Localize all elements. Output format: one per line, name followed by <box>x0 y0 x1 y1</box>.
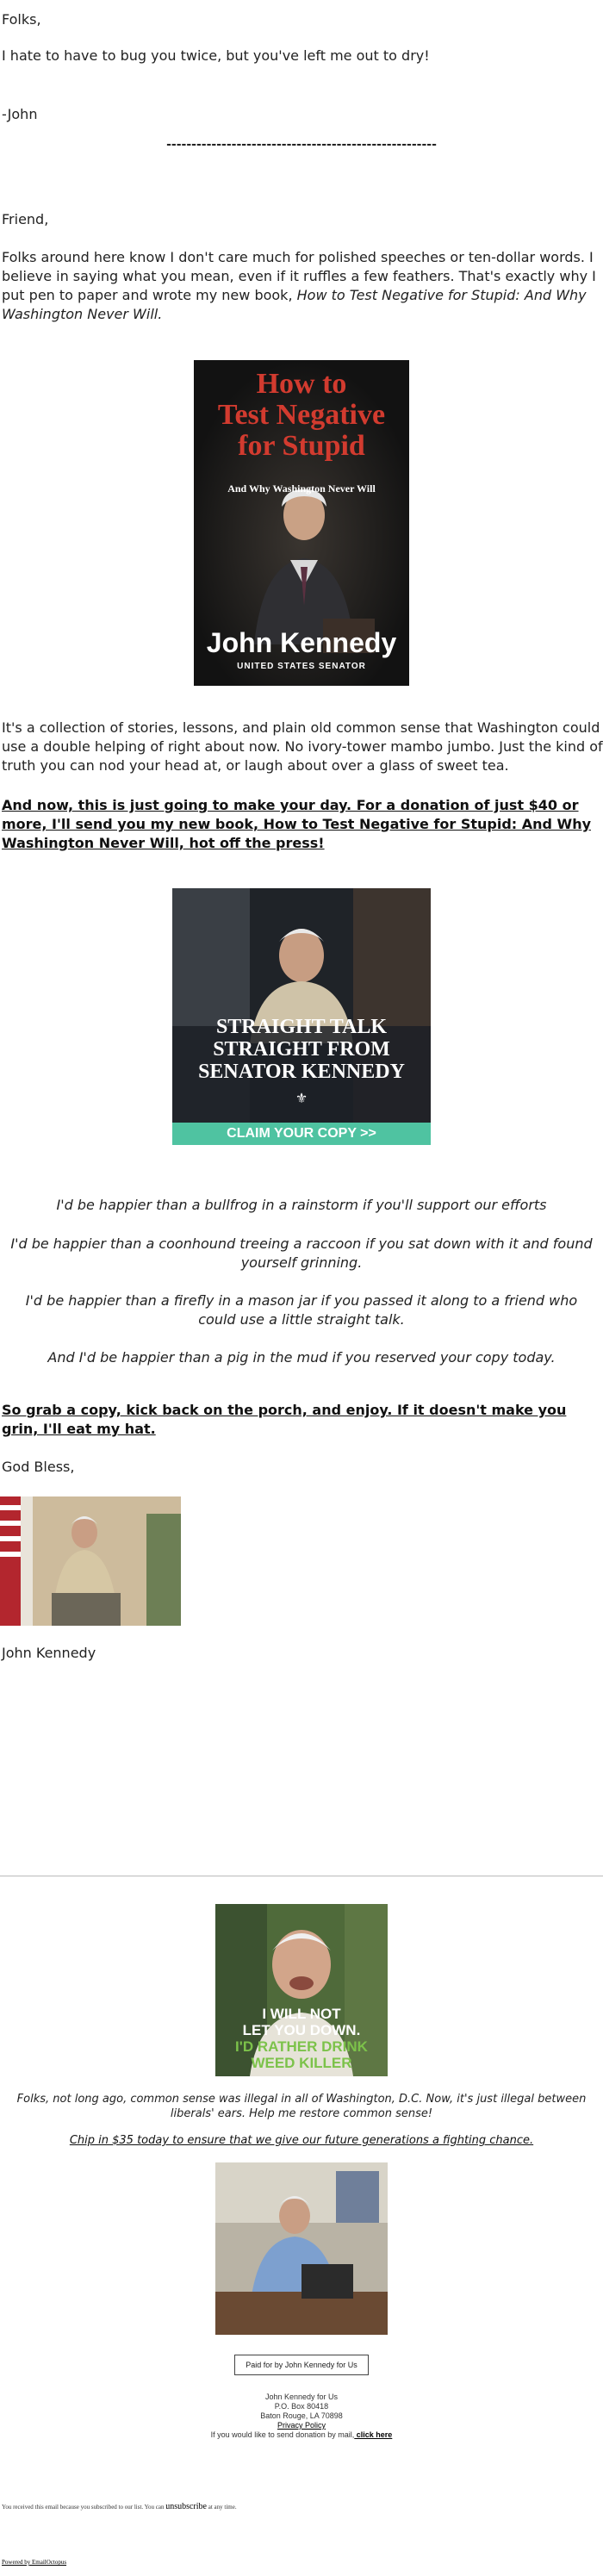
promo-image[interactable] <box>172 888 431 1145</box>
unsubscribe-link[interactable]: unsubscribe <box>165 2502 207 2511</box>
weed-line-2: LET YOU DOWN. <box>242 2022 361 2038</box>
paid-for-box: Paid for by John Kennedy for Us <box>234 2355 369 2375</box>
weed-line-1: I WILL NOT <box>262 2006 341 2022</box>
short-signature: -John <box>2 106 38 122</box>
cta-1-paragraph <box>0 796 603 853</box>
click-here-link[interactable]: click here <box>354 2430 393 2439</box>
footer-po-box: P.O. Box 80418 <box>274 2402 329 2411</box>
salutation: Friend, <box>2 211 49 227</box>
chip-in-paragraph <box>0 2131 603 2147</box>
unsubscribe-prefix: You received this email because you subscribed to our list. You can <box>2 2504 166 2511</box>
mail-donation-text: If you would like to send donation by mail, <box>210 2430 355 2439</box>
promo-photo-art <box>172 888 431 1123</box>
book-title-line-3: for Stupid <box>238 430 365 462</box>
cta-2-paragraph <box>0 1401 603 1439</box>
weed-line-4: WEED KILLER <box>251 2055 352 2071</box>
book-author-role: UNITED STATES SENATOR <box>237 662 366 671</box>
book-title-line-1: How to <box>256 368 347 400</box>
unsubscribe-notice <box>2 2502 603 2511</box>
closing: God Bless, <box>2 1459 75 1475</box>
paragraph-2: It's a collection of stories, lessons, and plain old common sense that Washington could use a double helping of right about now. No ivory-tower mambo jumbo. Just the kind of truth you can nod your head at, or laugh about over a glass of sweet tea. <box>2 719 603 774</box>
privacy-policy-link[interactable]: Privacy Policy <box>277 2421 326 2430</box>
happier-line-1: I'd be happier than a bullfrog in a rainstorm if you'll support our efforts <box>56 1197 547 1213</box>
book-subtitle: And Why Washington Never Will <box>227 482 376 495</box>
cta-1-link[interactable]: And now, this is just going to make your day. For a donation of just $40 or more, I'll send you my new book, How to Test Negative for Stupid: And Why Washington Never Will, hot off the press! <box>2 797 592 851</box>
footer-city: Baton Rouge, LA 70898 <box>260 2411 343 2420</box>
powered-by <box>2 2559 603 2566</box>
happier-line-2: I'd be happier than a coonhound treeing a raccoon if you sat down with it and found yourself grinning. <box>10 1235 593 1271</box>
paragraph-1 <box>0 248 603 324</box>
book-title-line-2: Test Negative <box>217 399 386 431</box>
footer-org: John Kennedy for Us <box>264 2392 339 2401</box>
book-cover-image[interactable] <box>194 360 409 686</box>
happier-line-4: And I'd be happier than a pig in the mud if you reserved your copy today. <box>47 1349 556 1366</box>
promo-line-2: STRAIGHT FROM <box>213 1038 390 1061</box>
chip-in-link[interactable]: Chip in $35 today to ensure that we give our future generations a fighting chance. <box>69 2134 534 2147</box>
signature: John Kennedy <box>2 1645 96 1661</box>
book-title-inline: How to Test Negative for Stupid: And Why Washington Never Will. <box>2 287 587 322</box>
paragraph-1-text: Folks around here know I don't care much for polished speeches or ten-dollar words. I believe in saying what you mean, even if it ruffles a few feathers. That's exactly why I put pen to paper and wrote my new book, <box>2 249 596 303</box>
happier-line-3: I'd be happier than a firefly in a mason jar if you passed it along to a friend who could use a little straight talk. <box>25 1292 578 1328</box>
cta-2-link[interactable]: So grab a copy, kick back on the porch, and enjoy. If it doesn't make you grin, I'll eat my hat. <box>2 1402 567 1437</box>
intro-line: I hate to have to bug you twice, but you've left me out to dry! <box>2 47 430 64</box>
greeting: Folks, <box>2 11 41 28</box>
claim-copy-button[interactable]: CLAIM YOUR COPY >> <box>172 1123 431 1145</box>
footer-address <box>0 2392 603 2440</box>
powered-by-link[interactable]: Powered by EmailOctopus <box>2 2559 67 2566</box>
promo-line-1: STRAIGHT TALK <box>215 1016 388 1038</box>
weed-line-3: I'D RATHER DRINK <box>235 2038 368 2055</box>
divider-dashes: ------------------------------------------------------ <box>166 138 437 152</box>
weed-killer-image[interactable] <box>215 1904 388 2076</box>
laptop-photo-art <box>215 2162 388 2335</box>
senator-photo-art <box>0 1496 181 1626</box>
book-author: John Kennedy <box>206 627 397 658</box>
unsubscribe-suffix: at any time. <box>206 2504 237 2511</box>
promo-line-3: SENATOR KENNEDY <box>198 1061 405 1083</box>
common-sense-text: Folks, not long ago, common sense was illegal in all of Washington, D.C. Now, it's just illegal between liberals' ears. Help me restore common sense! <box>16 2093 587 2120</box>
fleur-de-lis-icon: ⚜ <box>295 1090 308 1106</box>
laptop-photo[interactable] <box>215 2162 388 2335</box>
senator-photo <box>0 1496 181 1626</box>
